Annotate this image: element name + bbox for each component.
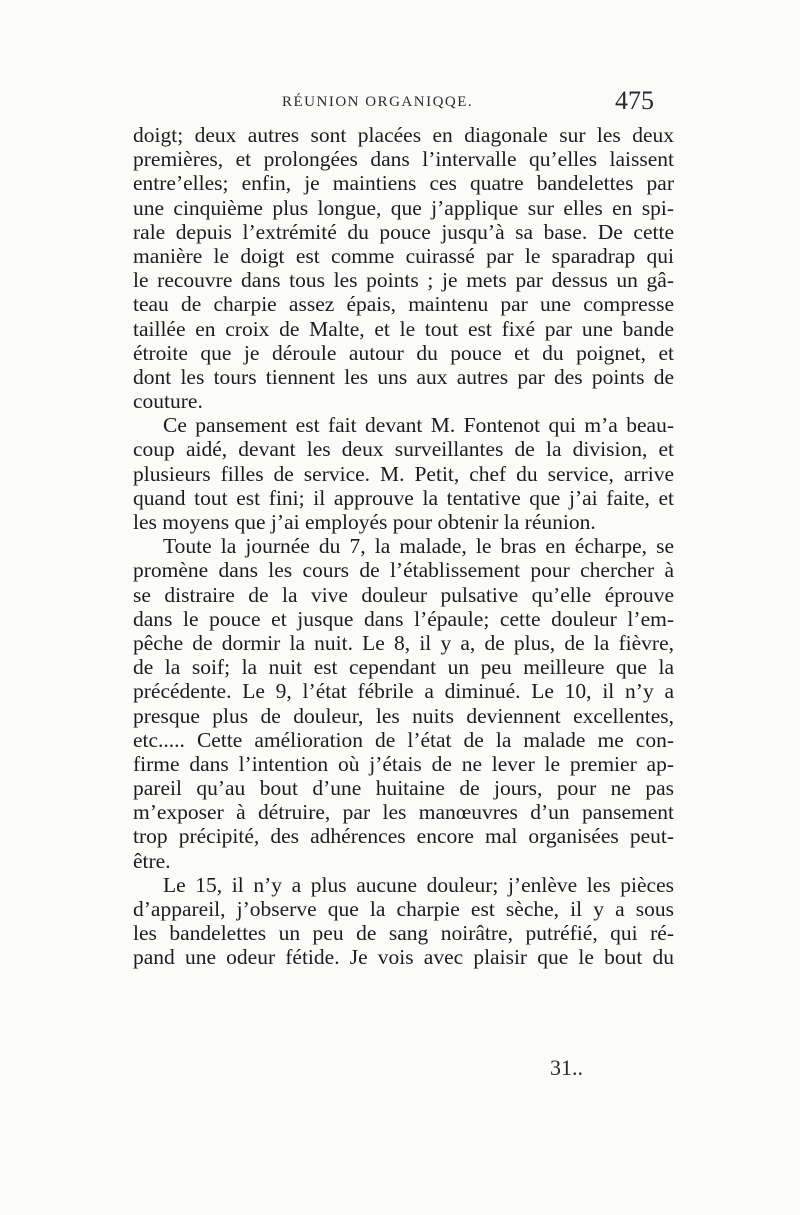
text-line: trop précipité, des adhérences encore mal organisées peut- [133, 824, 674, 849]
text-line: les moyens que j’ai employés pour obtenir la réunion. [133, 510, 596, 534]
text-line: le recouvre dans tous les points ; je mets par dessus un gâ- [133, 268, 674, 293]
text-line: dont les tours tiennent les uns aux autres par des points de [133, 364, 674, 389]
text-line: promène dans les cours de l’établissement pour chercher à [133, 558, 674, 583]
text-line: presque plus de douleur, les nuits deviennent excellentes, [133, 703, 674, 728]
text-line: Le 15, il n’y a plus aucune douleur; j’enlève les pièces [163, 872, 674, 897]
text-line: une cinquième plus longue, que j’applique sur elles en spi- [133, 195, 674, 220]
text-line: d’appareil, j’observe que la charpie est sèche, il y a sous [133, 897, 674, 921]
text-line: dans le pouce et jusque dans l’épaule; cette douleur l’em- [133, 606, 674, 631]
text-line: les bandelettes un peu de sang noirâtre, putréfié, qui ré- [133, 921, 674, 946]
text-line: taillée en croix de Malte, et le tout est fixé par une bande [133, 316, 674, 341]
text-line: précédente. Le 9, l’état fébrile a diminué. Le 10, il n’y a [133, 679, 674, 704]
text-line: doigt; deux autres sont placées en diagonale sur les deux [133, 123, 674, 147]
text-line: premières, et prolongées dans l’intervalle qu’elles laissent [133, 147, 674, 172]
body-text [133, 123, 674, 970]
text-line: pand une odeur fétide. Je vois avec plaisir que le bout du [133, 945, 674, 970]
text-line: etc..... Cette amélioration de l’état de la malade me con- [133, 727, 674, 752]
text-line: plusieurs filles de service. M. Petit, chef du service, arrive [133, 461, 674, 486]
text-line: couture. [133, 389, 203, 414]
text-line: teau de charpie assez épais, maintenu par une compresse [133, 292, 674, 317]
text-line: quand tout est fini; il approuve la tentative que j’ai faite, et [133, 485, 674, 510]
text-line: coup aidé, devant les deux surveillantes de la division, et [133, 437, 674, 462]
text-line: firme dans l’intention où j’étais de ne lever le premier ap- [133, 751, 674, 776]
text-line: pêche de dormir la nuit. Le 8, il y a, de plus, de la fièvre, [133, 630, 674, 655]
text-line: m’exposer à détruire, par les manœuvres d’un pansement [133, 800, 674, 825]
text-line: manière le doigt est comme cuirassé par le sparadrap qui [133, 243, 674, 268]
page-number: 475 [615, 86, 654, 115]
text-line: se distraire de la vive douleur pulsative qu’elle éprouve [133, 582, 674, 607]
text-line: pareil qu’au bout d’une huitaine de jours, pour ne pas [133, 776, 674, 801]
text-line: rale depuis l’extrémité du pouce jusqu’à sa base. De cette [133, 219, 674, 244]
text-line: être. [133, 848, 171, 873]
text-line: entre’elles; enfin, je maintiens ces quatre bandelettes par [133, 171, 674, 196]
signature-mark: 31.. [550, 1055, 583, 1080]
text-line: étroite que je déroule autour du pouce et du poignet, et [133, 340, 674, 365]
text-line: Ce pansement est fait devant M. Fontenot qui m’a beau- [163, 413, 674, 438]
text-line: Toute la journée du 7, la malade, le bras en écharpe, se [163, 534, 674, 559]
running-head: RÉUNION ORGANIQQE. [282, 94, 474, 110]
text-line: de la soif; la nuit est cependant un peu meilleure que la [133, 655, 674, 680]
